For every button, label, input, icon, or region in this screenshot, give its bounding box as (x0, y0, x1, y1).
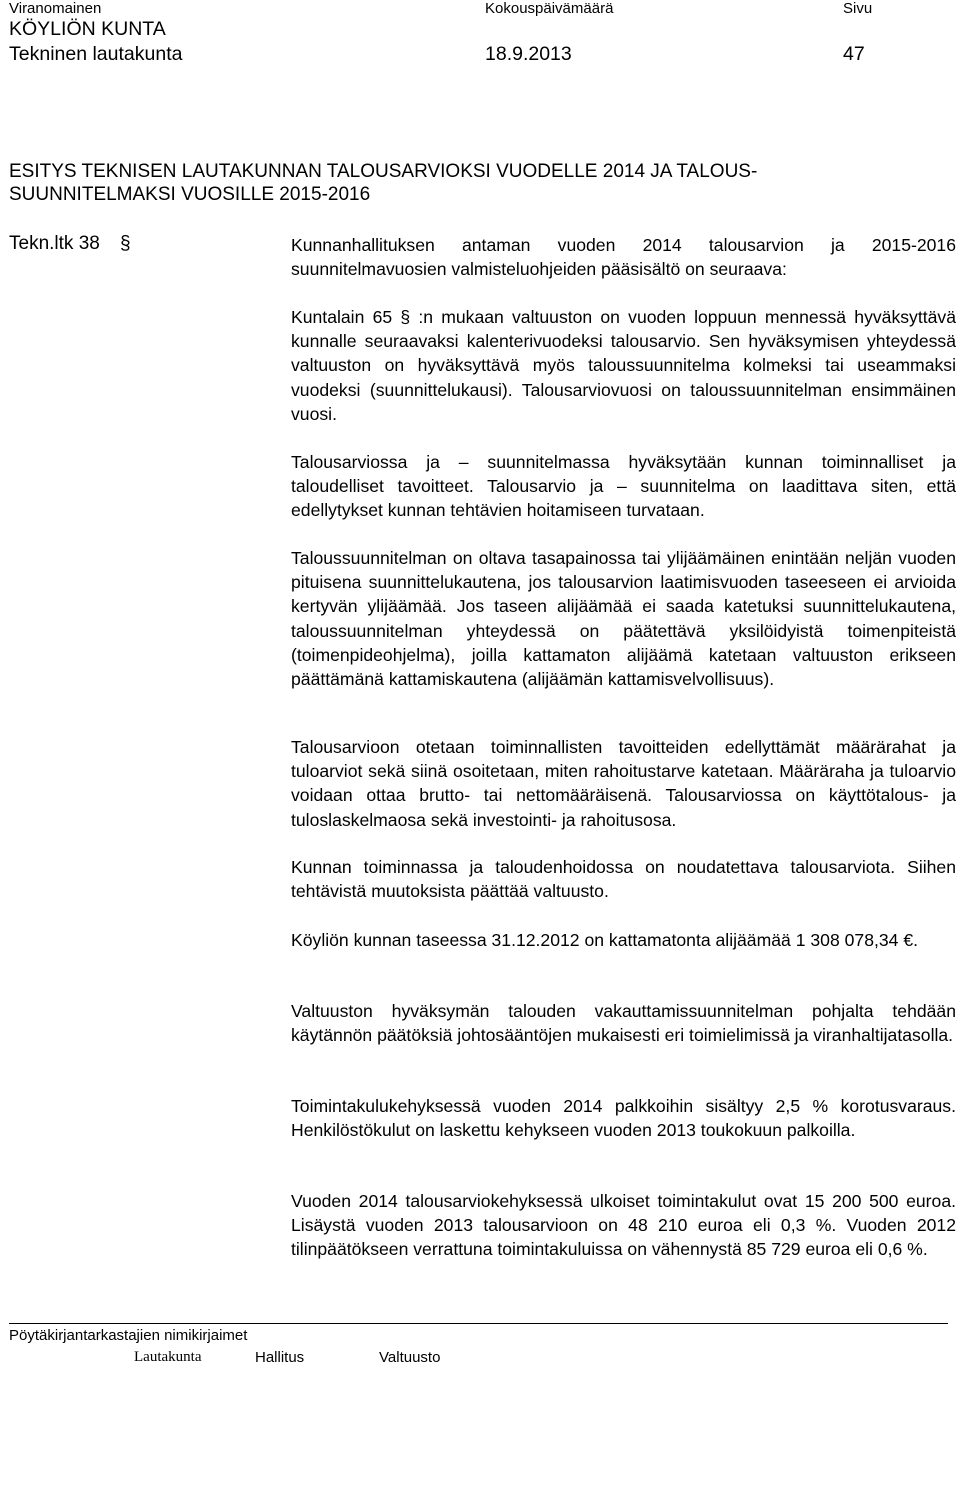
document-title-line-2: SUUNNITELMAKSI VUOSILLE 2015-2016 (9, 184, 371, 205)
section-reference: Tekn.ltk 38 (9, 233, 100, 254)
paragraph: Kuntalain 65 § :n mukaan valtuuston on vuoden loppuun mennessä hyväksyttävä kunnalle seuraavaksi kalenterivuodeksi talousarvio. Sen hyväksymisen yhteydessä valtuuston on hyväksyttävä myös taloussuunnitelma kolmeksi tai useammaksi vuodeksi (suunnittelukausi). Talousarviovuosi on taloussuunnitelman ensimmäinen vuosi. (291, 307, 956, 424)
paragraph-block (291, 450, 956, 523)
paragraph: Valtuuston hyväksymän talouden vakauttamissuunnitelman pohjalta tehdään käytännön päätöksiä johtosääntöjen mukaisesti eri toimielimissä ja viranhaltijatasolla. (291, 1001, 956, 1046)
paragraph-block (291, 928, 956, 952)
page-number: 47 (843, 43, 865, 65)
paragraph-block (291, 305, 956, 426)
paragraph: Talousarviossa ja – suunnitelmassa hyväksytään kunnan toiminnalliset ja taloudelliset tavoitteet. Talousarvio ja – suunnitelma on laadittava siten, että edellytykset kunnan tehtävien hoitamiseen turvataan. (291, 452, 956, 521)
paragraph-block (291, 546, 956, 691)
paragraph: Köyliön kunnan taseessa 31.12.2012 on kattamatonta alijäämää 1 308 078,34 €. (291, 930, 918, 950)
paragraph-block (291, 735, 956, 832)
document-title-line-1: ESITYS TEKNISEN LAUTAKUNNAN TALOUSARVIOKSI VUODELLE 2014 JA TALOUS- (9, 161, 758, 182)
footer-label-board: Lautakunta (134, 1349, 202, 1365)
paragraph: Kunnan toiminnassa ja taloudenhoidossa on noudatettava talousarviota. Siihen tehtävistä muutoksista päättää valtuusto. (291, 857, 956, 902)
paragraph-block (291, 1094, 956, 1142)
footer-divider (9, 1323, 948, 1324)
paragraph: Toimintakulukehyksessä vuoden 2014 palkkoihin sisältyy 2,5 % korotusvaraus. Henkilöstökulut on laskettu kehykseen vuoden 2013 toukokuun palkoilla. (291, 1096, 956, 1141)
section-mark: § (120, 233, 131, 254)
municipality-name: KÖYLIÖN KUNTA (9, 18, 166, 40)
header-label-date: Kokouspäivämäärä (485, 0, 614, 17)
footer-label-council: Valtuusto (379, 1349, 441, 1366)
paragraph: Kunnanhallituksen antaman vuoden 2014 talousarvion ja 2015-2016 suunnitelmavuosien valmisteluohjeiden pääsisältö on seuraava: (291, 235, 956, 280)
paragraph-block (291, 855, 956, 903)
paragraph-block (291, 1189, 956, 1262)
paragraph: Vuoden 2014 talousarviokehyksessä ulkoiset toimintakulut ovat 15 200 500 euroa. Lisäystä vuoden 2013 talousarvioon on 48 210 euroa eli 0,3 %. Vuoden 2012 tilinpäätökseen verrattuna toimintakuluissa on vähennystä 85 729 euroa eli 0,6 %. (291, 1191, 956, 1260)
paragraph: Talousarvioon otetaan toiminnallisten tavoitteiden edellyttämät määrärahat ja tuloarviot sekä siinä osoitetaan, miten rahoitustarve katetaan. Määräraha ja tuloarvio voidaan ottaa brutto- tai nettomääräisenä. Talousarviossa on käyttötalous- ja tuloslaskelmaosa sekä investointi- ja rahoitusosa. (291, 737, 956, 830)
header-label-page: Sivu (843, 0, 873, 17)
footer-caption: Pöytäkirjantarkastajien nimikirjaimet (9, 1327, 248, 1344)
paragraph-block (291, 999, 956, 1047)
footer-label-government: Hallitus (255, 1349, 305, 1366)
board-name: Tekninen lautakunta (9, 43, 183, 65)
header-label-authority: Viranomainen (9, 0, 102, 17)
paragraph-intro (291, 233, 956, 281)
meeting-date: 18.9.2013 (485, 43, 572, 65)
paragraph: Taloussuunnitelman on oltava tasapainossa tai ylijäämäinen enintään neljän vuoden pituisena suunnittelukautena, jos talousarvion laatimisvuoden taseeseen ei arvioida kertyvän ylijäämää. Jos taseen alijäämää ei saada katetuksi suunnittelukautena, taloussuunnitelman yhteydessä on päätettävä yksilöidyistä toimenpiteistä (toimenpideohjelma), joilla kattamaton alijäämä katetaan valtuuston erikseen päättämänä kattamiskautena (alijäämän kattamisvelvollisuus). (291, 548, 956, 690)
